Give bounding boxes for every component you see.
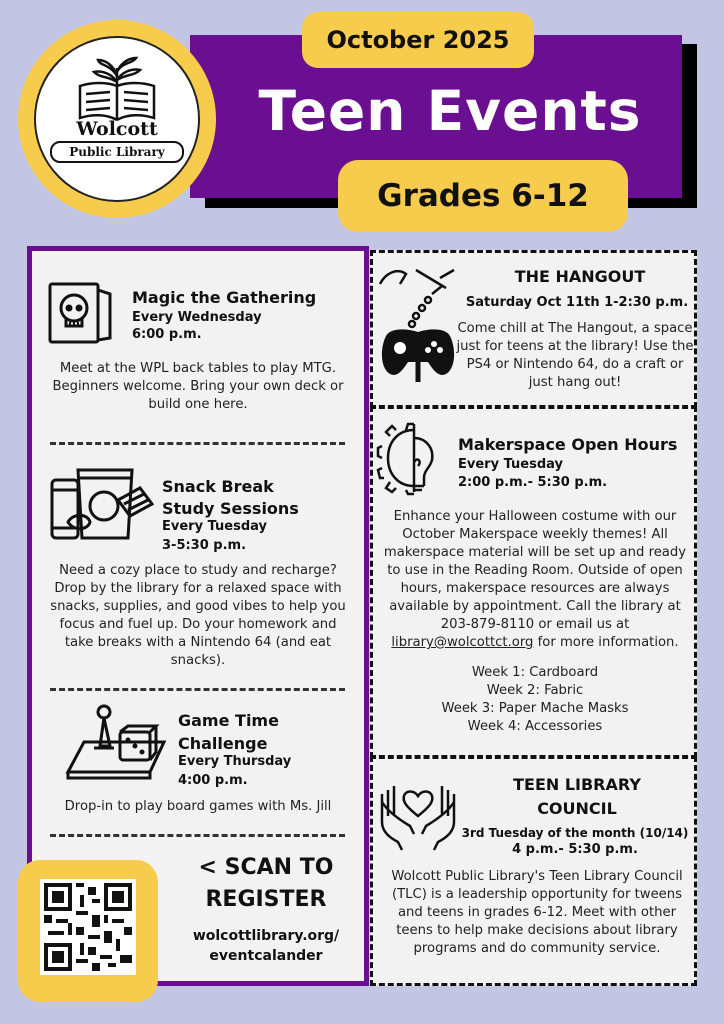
event-desc-mtg: Meet at the WPL back tables to play MTG. Beginners welcome. Bring your own deck or build one here. xyxy=(52,361,344,412)
register-line-1: < SCAN TO xyxy=(198,855,334,880)
logo-subtitle: Public Library xyxy=(50,141,184,163)
event-time-snack: 3-5:30 p.m. xyxy=(162,538,247,553)
hangout-schedule: Saturday Oct 11th 1-2:30 p.m. xyxy=(465,295,689,310)
grades-badge: Grades 6-12 xyxy=(338,160,628,232)
list-item: Week 3: Paper Mache Masks xyxy=(441,701,629,716)
register-url-line-1: wolcottlibrary.org/ xyxy=(192,928,340,944)
event-desc-snack: Need a cozy place to study and recharge? Drop by the library for a relaxed space with snacks, supplies, and good vibes to help you focus and fuel up. Do your homework and take breaks with a Nintendo 64 (and eat snacks). xyxy=(50,563,346,668)
book-plant-icon xyxy=(72,56,162,122)
list-item: Week 1: Cardboard xyxy=(471,665,599,680)
controller-craft-icon xyxy=(376,264,462,388)
makerspace-time: 2:00 p.m.- 5:30 p.m. xyxy=(458,475,608,490)
makerspace-weeks xyxy=(380,664,690,736)
register-heading xyxy=(176,852,356,916)
council-time: 4 p.m.- 5:30 p.m. xyxy=(512,842,638,857)
divider xyxy=(50,442,345,445)
list-item: Week 2: Fabric xyxy=(486,683,584,698)
makerspace-email-link[interactable]: library@wolcottct.org xyxy=(391,635,534,650)
event-desc-game: Drop-in to play board games with Ms. Jill xyxy=(64,799,332,814)
snacks-icon xyxy=(48,460,160,542)
makerspace-desc xyxy=(380,508,690,652)
hangout-title: THE HANGOUT xyxy=(514,267,646,286)
hands-heart-icon xyxy=(378,772,458,852)
council-desc: Wolcott Public Library's Teen Library Council (TLC) is a leadership opportunity for tweens and teens in grades 6-12. Meet with other teens to help make decisions about library programs and do community service. xyxy=(391,869,683,956)
event-title-game-1: Game Time xyxy=(178,711,279,730)
event-title-snack-1: Snack Break xyxy=(162,477,274,496)
register-url-line-2: eventcalander xyxy=(209,948,323,964)
register-url[interactable] xyxy=(176,926,356,966)
event-time-mtg: 6:00 p.m. xyxy=(132,327,202,342)
makerspace-desc-end: for more information. xyxy=(537,635,679,650)
event-schedule-game: Every Thursday xyxy=(178,754,292,769)
skull-card-icon xyxy=(44,280,120,346)
event-schedule-mtg: Every Wednesday xyxy=(132,310,262,325)
makerspace-title: Makerspace Open Hours xyxy=(458,435,678,454)
divider xyxy=(50,688,345,691)
council-title-2: COUNCIL xyxy=(537,799,617,818)
gear-lightbulb-icon xyxy=(376,420,452,496)
register-line-2: REGISTER xyxy=(205,887,327,912)
logo-name: Wolcott xyxy=(76,118,158,140)
makerspace-desc-text: Enhance your Halloween costume with our October Makerspace weekly themes! All makerspace material will be set up and ready to use in the Reading Room. Outside of open hours, makerspace resources are always available by appointment. Call the library at 203-879-8110 or email us at xyxy=(383,509,687,632)
hangout-desc: Come chill at The Hangout, a space just for teens at the library! Use the PS4 or Nintendo 64, do a craft or just hang out! xyxy=(456,321,694,390)
month-badge: October 2025 xyxy=(302,12,534,68)
event-schedule-snack: Every Tuesday xyxy=(162,519,267,534)
board-game-icon xyxy=(64,702,170,780)
qr-code-icon xyxy=(40,879,136,975)
makerspace-schedule: Every Tuesday xyxy=(458,457,563,472)
qr-code[interactable] xyxy=(40,879,136,975)
event-time-game: 4:00 p.m. xyxy=(178,773,248,788)
event-title-mtg: Magic the Gathering xyxy=(132,288,317,307)
event-title-game-2: Challenge xyxy=(178,734,268,753)
divider xyxy=(50,834,345,837)
council-title-1: TEEN LIBRARY xyxy=(513,775,641,794)
page-title: Teen Events xyxy=(258,79,642,143)
event-title-snack-2: Study Sessions xyxy=(162,499,299,518)
council-schedule: 3rd Tuesday of the month (10/14) xyxy=(461,826,689,840)
list-item: Week 4: Accessories xyxy=(467,719,603,734)
